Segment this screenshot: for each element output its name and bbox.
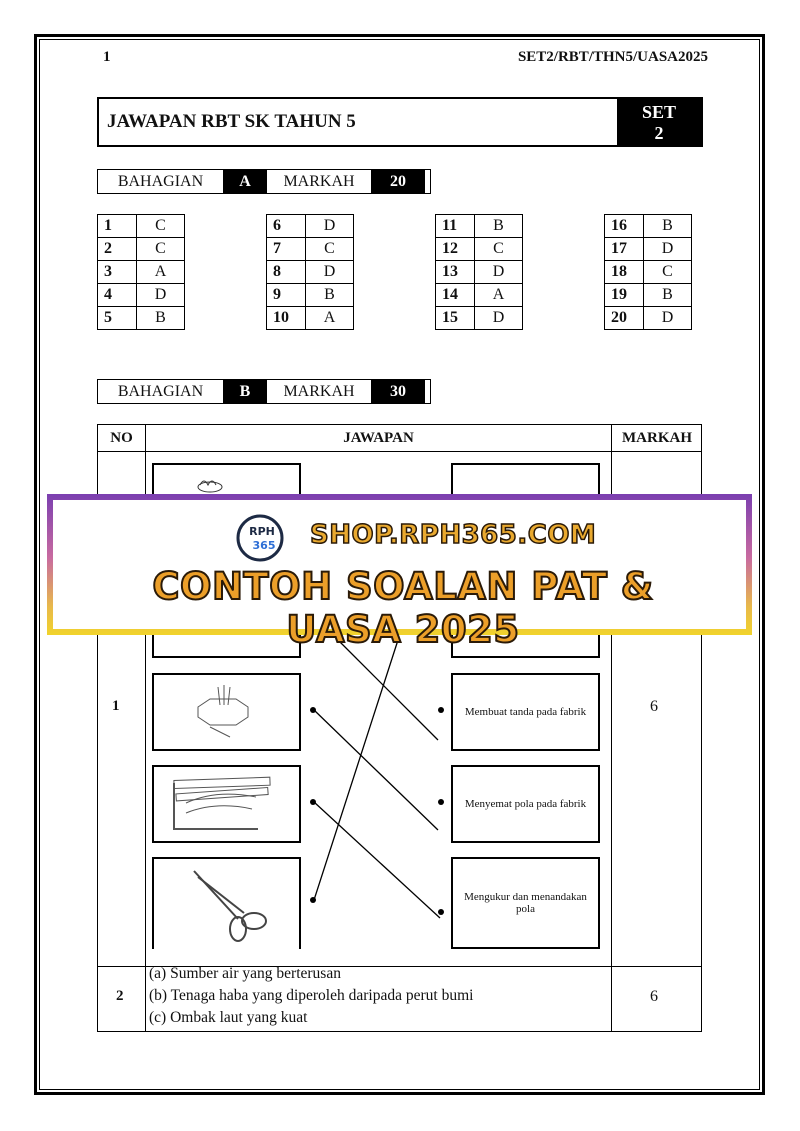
match-line [314,802,440,918]
answer-value: C [137,238,185,261]
answer-value: B [475,215,523,238]
answer-value: D [644,307,692,330]
section-code: A [223,170,267,193]
answer-value: C [306,238,354,261]
question-number: 19 [605,284,644,307]
answer-value: B [137,307,185,330]
question-number: 4 [98,284,137,307]
answer-value: D [475,307,523,330]
banner-headline: CONTOH SOALAN PAT & UASA 2025 [152,565,654,651]
q2-answer-a: (a) Sumber air yang berterusan [149,965,341,982]
question-number: 8 [267,261,306,284]
answer-value: C [137,215,185,238]
answer-value: D [306,261,354,284]
marks-label: MARKAH [283,382,355,400]
q2-answer-c: (c) Ombak laut yang kuat [149,1009,308,1026]
marks-label: MARKAH [283,172,355,190]
answer-value: C [475,238,523,261]
page-title: JAWAPAN RBT SK TAHUN 5 [107,111,356,132]
match-line [338,640,438,740]
section-label: BAHAGIAN [117,172,204,190]
logo-icon [232,513,288,563]
column-header-no: NO [110,429,133,446]
answer-value: B [644,284,692,307]
question-number: 14 [436,284,475,307]
set-label: SET [641,102,677,122]
option-text: Mengukur dan menandakan pola [464,891,587,915]
answer-value: A [306,307,354,330]
q2-marks: 6 [650,988,658,1005]
marks-value: 20 [371,170,425,193]
q2-answer-b: (b) Tenaga haba yang diperoleh daripada perut bumi [149,987,474,1004]
answer-value: A [137,261,185,284]
answer-value: B [306,284,354,307]
question-number: 2 [98,238,137,261]
question-number: 18 [605,261,644,284]
question-number: 12 [436,238,475,261]
rph365-logo [232,513,288,563]
question-number: 10 [267,307,306,330]
question-number: 9 [267,284,306,307]
question-number: 13 [436,261,475,284]
question-number: 15 [436,307,475,330]
question-number: 7 [267,238,306,261]
document-code: SET2/RBT/THN5/UASA2025 [517,49,708,65]
option-text: Menyemat pola pada fabrik [464,798,587,810]
banner-shop-url: SHOP.RPH365.COM [310,520,597,550]
question-number: 5 [98,307,137,330]
question-number: 3 [98,261,137,284]
answer-value: C [644,261,692,284]
match-line [314,710,438,830]
q1-number: 1 [112,698,120,714]
marks-value: 30 [371,380,425,403]
q2-number: 2 [116,988,124,1004]
answer-value: D [644,238,692,261]
answer-value: D [475,261,523,284]
option-text: Membuat tanda pada fabrik [464,706,587,718]
question-number: 11 [436,215,475,238]
question-number: 20 [605,307,644,330]
section-code: B [223,380,267,403]
page-number: 1 [103,49,111,65]
section-label: BAHAGIAN [117,382,204,400]
answer-value: D [306,215,354,238]
match-line [314,640,398,900]
answer-value: D [137,284,185,307]
column-header-marks: MARKAH [622,429,692,446]
logo-text-bottom: 365 [252,539,276,552]
q1-marks: 6 [650,698,658,715]
column-header-answer: JAWAPAN [343,429,414,446]
question-number: 16 [605,215,644,238]
question-number: 6 [267,215,306,238]
set-number: 2 [654,123,664,143]
logo-text-top: RPH [249,525,275,538]
question-number: 17 [605,238,644,261]
answer-value: B [644,215,692,238]
question-number: 1 [98,215,137,238]
answer-value: A [475,284,523,307]
